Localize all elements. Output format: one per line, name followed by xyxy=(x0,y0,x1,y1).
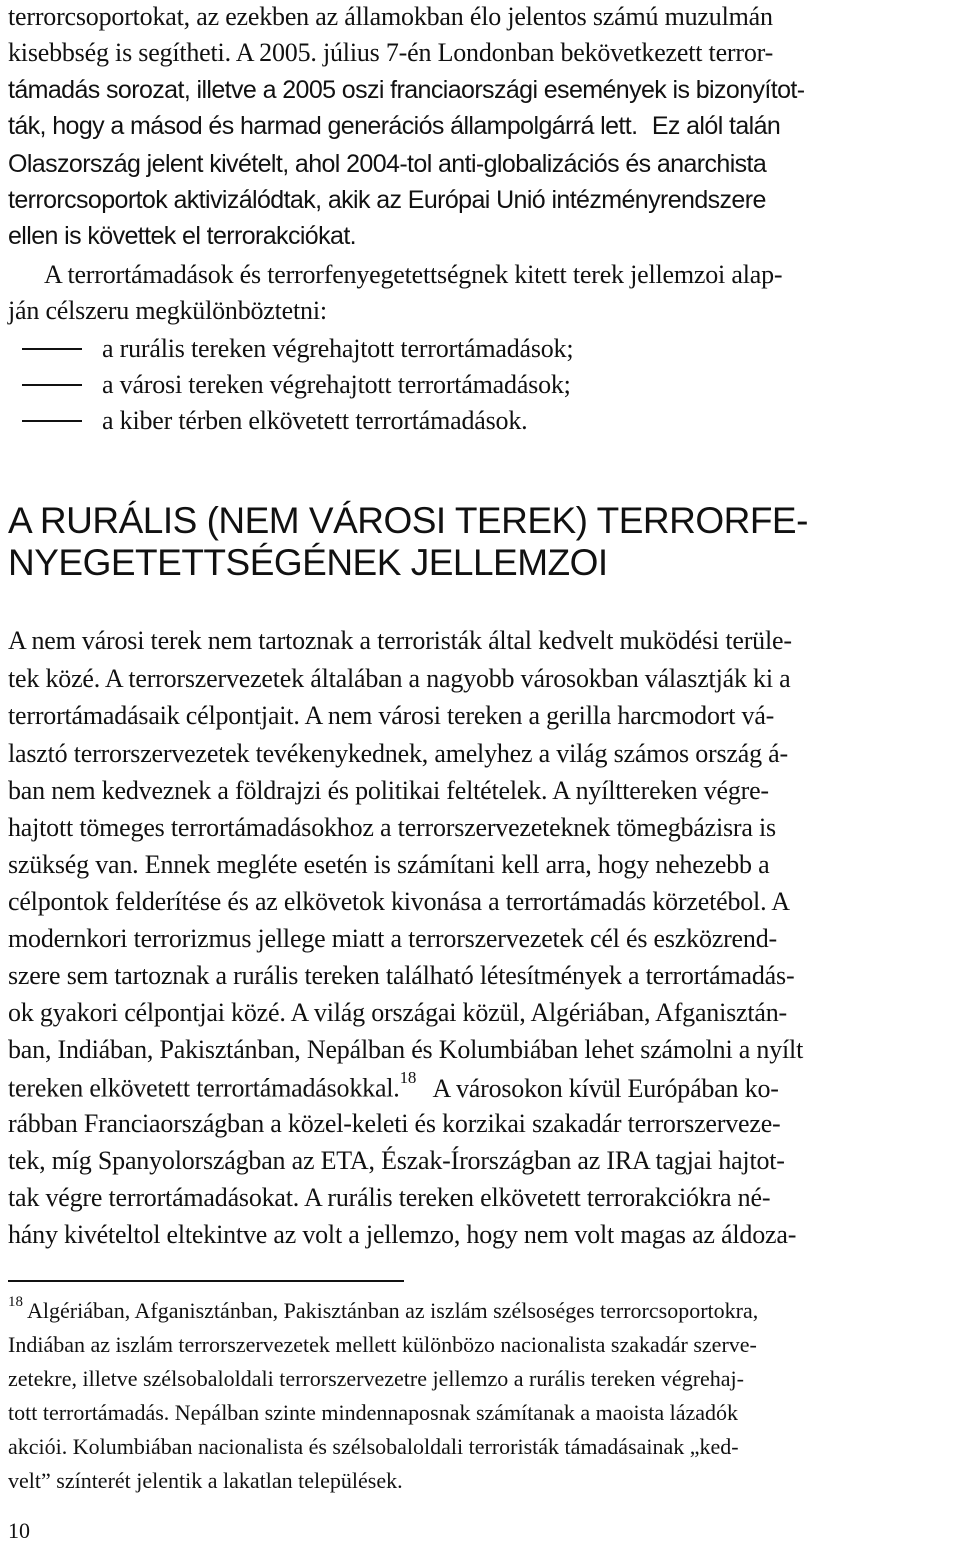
text-line: modernkori terrorizmus jellege miatt a terrorszervezetek cél és eszközrend- xyxy=(8,924,777,953)
dash-bullet xyxy=(22,420,82,422)
text-line: ban nem kedveznek a földrajzi és politikai feltételek. A nyílttereken végre- xyxy=(8,776,769,805)
list-item-text: a kiber térben elkövetett terrortámadások. xyxy=(102,406,528,435)
text-span: tereken elkövetett terrortámadásokkal. xyxy=(8,1073,400,1103)
section-heading: NYEGETETTSÉGÉNEK JELLEMZOI xyxy=(8,542,608,583)
text-line: tek, míg Spanyolországban az ETA, Észak-Írországban az IRA tagjai hajtot- xyxy=(8,1146,785,1175)
list-item-text: a városi tereken végrehajtott terrortámadások; xyxy=(102,370,571,399)
page-number: 10 xyxy=(8,1518,30,1543)
text-line xyxy=(8,1068,779,1104)
text-span: Algériában, Afganisztánban, Pakisztánban az iszlám szélsoséges terrorcsoportokra, xyxy=(27,1298,759,1324)
text-line: rábban Franciaországban a közel-keleti és korzikai szakadár terrorszerveze- xyxy=(8,1109,781,1138)
text-line: hajtott tömeges terrortámadásokhoz a terrorszervezeteknek tömegbázisra is xyxy=(8,813,776,842)
text-span: Ez alól talán xyxy=(651,112,781,140)
text-line: lasztó terrorszervezetek tevékenykednek, amelyhez a világ számos ország á- xyxy=(8,739,788,768)
text-span: A városokon kívül Európában ko- xyxy=(432,1073,779,1103)
footnote-reference: 18 xyxy=(399,1068,417,1087)
footnote-line: tott terrortámadás. Nepálban szinte mindennaposnak számítanak a maoista lázadók xyxy=(8,1400,739,1425)
footnote-line xyxy=(8,1294,759,1324)
section-heading: A RURÁLIS (NEM VÁROSI TEREK) TERRORFE- xyxy=(8,500,808,541)
footnote-line: Indiában az iszlám terrorszervezetek mellett különbözo nacionalista szakadár szerve- xyxy=(8,1332,757,1357)
footnote-line: velt” színterét jelentik a lakatlan települések. xyxy=(8,1468,403,1493)
text-line: terrortámadásaik célpontjait. A nem városi tereken a gerilla harcmodort vá- xyxy=(8,701,775,730)
list-item xyxy=(8,406,527,436)
text-line: ban, Indiában, Pakisztánban, Nepálban és Kolumbiában lehet számolni a nyílt xyxy=(8,1035,804,1064)
text-line: szükség van. Ennek megléte esetén is számítani kell arra, hogy nehezebb a xyxy=(8,850,770,879)
text-line: szere sem tartoznak a rurális tereken található létesítmények a terrortámadás- xyxy=(8,961,795,990)
dash-bullet xyxy=(22,384,82,386)
text-line: hány kivételtol eltekintve az volt a jellemzo, hogy nem volt magas az áldoza- xyxy=(8,1220,797,1249)
text-line: célpontok felderítése és az elkövetok kivonása a terrortámadás körzetébol. A xyxy=(8,887,790,916)
text-line: Olaszország jelent kivételt, ahol 2004-tol anti-globalizációs és anarchista xyxy=(8,150,767,178)
text-span: ták, hogy a másod és harmad generációs állampolgárrá lett. xyxy=(8,112,638,140)
text-line: ján célszeru megkülönböztetni: xyxy=(8,296,327,325)
text-line xyxy=(8,112,780,141)
text-line: tak végre terrortámadásokat. A rurális tereken elkövetett terrorakciókra né- xyxy=(8,1183,771,1212)
footnote-separator xyxy=(8,1280,404,1282)
list-item-text: a rurális tereken végrehajtott terrortámadások; xyxy=(102,334,574,363)
text-line: ok gyakori célpontjai közé. A világ országai közül, Algériában, Afganisztán- xyxy=(8,998,788,1027)
list-item xyxy=(8,334,573,364)
text-line: ellen is követtek el terrorakciókat. xyxy=(8,222,357,250)
footnote-line: zetekre, illetve szélsobaloldali terrorszervezetre jellemzo a rurális tereken végrehaj- xyxy=(8,1366,744,1391)
text-line: tek közé. A terrorszervezetek általában a nagyobb városokban választják ki a xyxy=(8,664,791,693)
text-line: terrorcsoportokat, az ezekben az államokban élo jelentos számú muzulmán xyxy=(8,2,773,31)
text-line: A nem városi terek nem tartoznak a terroristák által kedvelt muködési terüle- xyxy=(8,626,792,655)
text-line: kisebbség is segítheti. A 2005. július 7-én Londonban bekövetkezett terror- xyxy=(8,38,774,67)
list-item xyxy=(8,370,571,400)
text-line: A terrortámadások és terrorfenyegetettségnek kitett terek jellemzoi alap- xyxy=(44,260,783,289)
text-line: támadás sorozat, illetve a 2005 oszi franciaországi események is bizonyítot- xyxy=(8,76,805,104)
footnote-line: akciói. Kolumbiában nacionalista és szélsobaloldali terroristák támadásainak „ked- xyxy=(8,1434,739,1459)
dash-bullet xyxy=(22,348,82,350)
text-line: terrorcsoportok aktivizálódtak, akik az Európai Unió intézményrendszere xyxy=(8,186,766,214)
footnote-number: 18 xyxy=(8,1294,23,1310)
